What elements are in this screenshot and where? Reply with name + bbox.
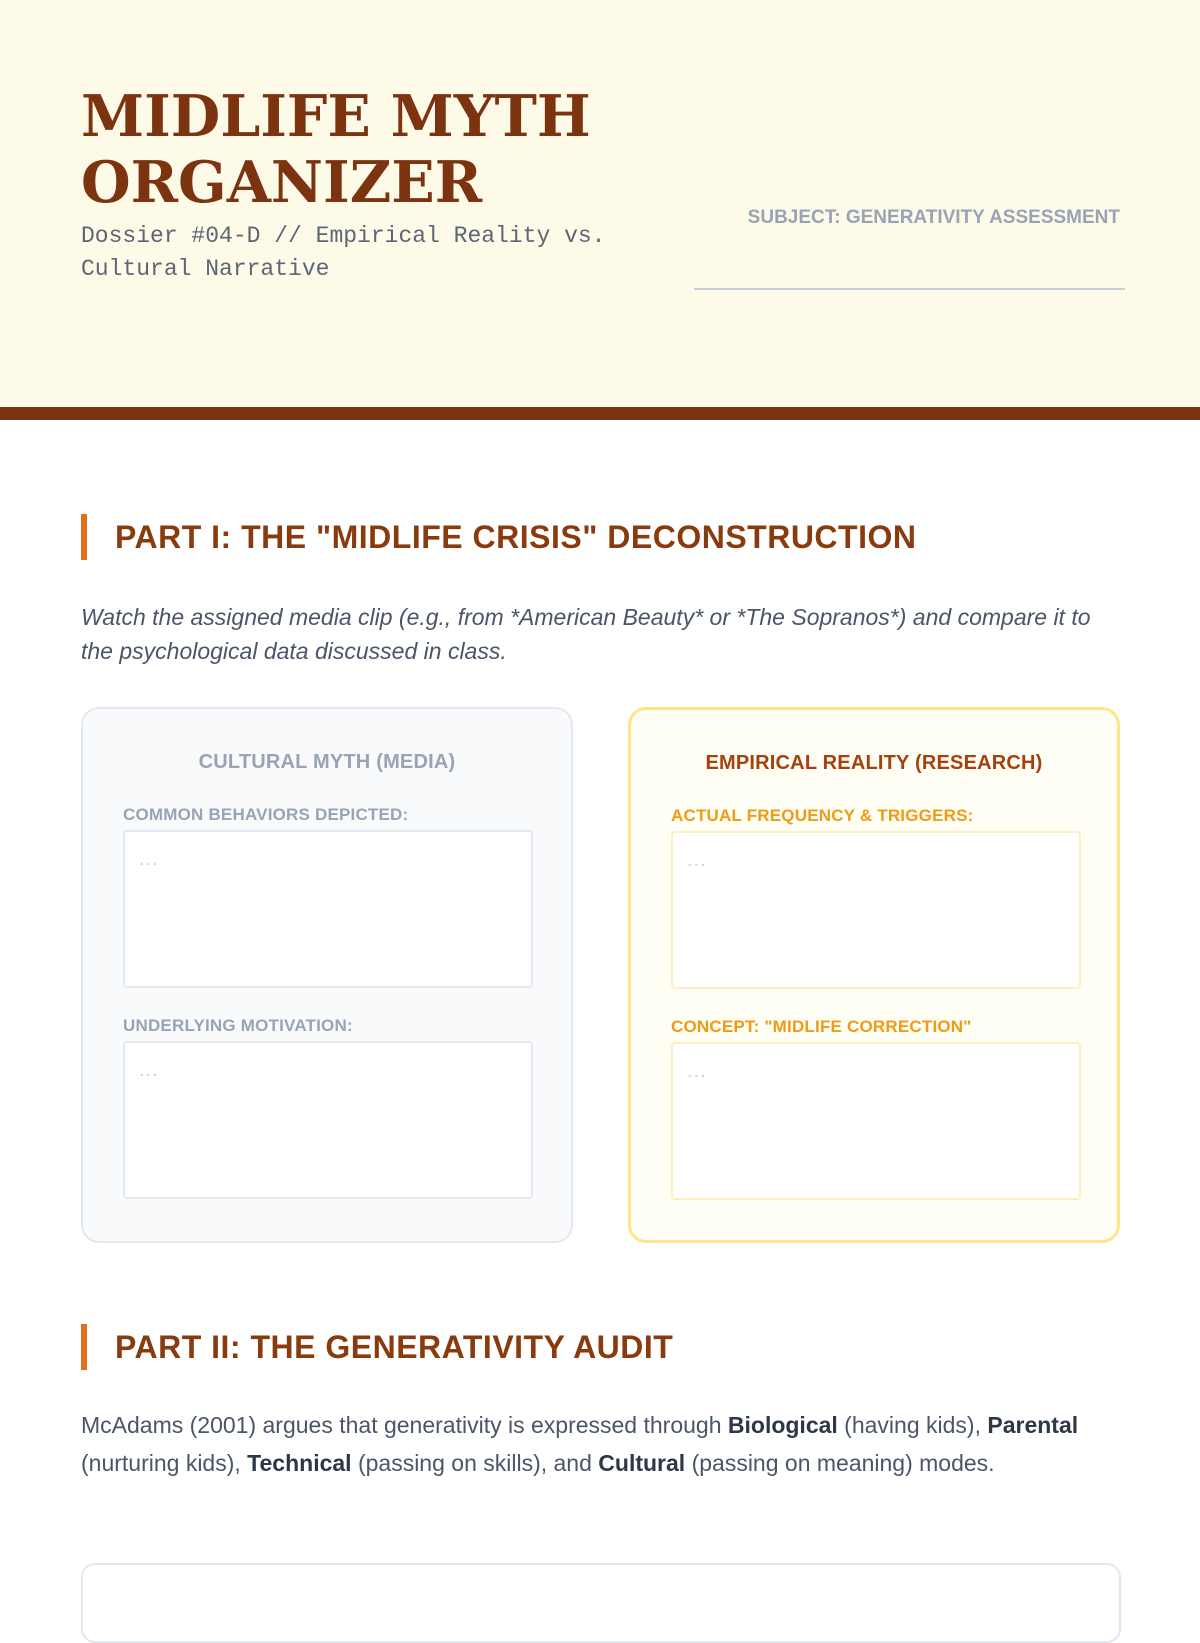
midlife-correction-placeholder: ... bbox=[687, 1060, 707, 1082]
dossier-header bbox=[0, 0, 1200, 420]
title-line-2: ORGANIZER bbox=[81, 149, 483, 216]
mode-parental-desc: (nurturing kids), bbox=[81, 1450, 248, 1476]
common-behaviors-field[interactable] bbox=[123, 830, 533, 988]
actual-frequency-placeholder: ... bbox=[687, 849, 707, 871]
mode-technical: Technical bbox=[247, 1450, 352, 1476]
actual-frequency-label: ACTUAL FREQUENCY & TRIGGERS: bbox=[671, 806, 974, 825]
generativity-description bbox=[81, 1406, 1141, 1482]
mode-biological-desc: (having kids), bbox=[837, 1412, 988, 1438]
mode-technical-desc: (passing on skills), and bbox=[351, 1450, 599, 1476]
page-title bbox=[81, 84, 641, 216]
mode-parental: Parental bbox=[987, 1412, 1079, 1438]
cultural-myth-card bbox=[81, 707, 573, 1243]
dossier-subtitle: Dossier #04-D // Empirical Reality vs. Cultural Narrative bbox=[81, 223, 606, 282]
subject-input[interactable] bbox=[694, 285, 1125, 290]
empirical-reality-card bbox=[628, 707, 1120, 1243]
title-line-1: MIDLIFE MYTH bbox=[81, 83, 591, 150]
actual-frequency-field[interactable] bbox=[671, 831, 1081, 989]
underlying-motivation-placeholder: ... bbox=[139, 1059, 159, 1081]
underlying-motivation-field[interactable] bbox=[123, 1041, 533, 1199]
generativity-intro: McAdams (2001) argues that generativity is expressed through bbox=[81, 1412, 728, 1438]
mode-cultural-desc: (passing on meaning) modes. bbox=[685, 1450, 995, 1476]
mode-cultural: Cultural bbox=[598, 1450, 686, 1476]
common-behaviors-label: COMMON BEHAVIORS DEPICTED: bbox=[123, 805, 409, 824]
part-2-heading: PART II: THE GENERATIVITY AUDIT bbox=[81, 1324, 673, 1370]
cultural-myth-title: CULTURAL MYTH (MEDIA) bbox=[198, 751, 456, 773]
part-1-instructions: Watch the assigned media clip (e.g., from *American Beauty* or *The Sopranos*) and compare it to the psychological data discussed in class. bbox=[81, 604, 1091, 664]
generativity-audit-card bbox=[81, 1563, 1121, 1643]
part-1-heading: PART I: THE "MIDLIFE CRISIS" DECONSTRUCTION bbox=[81, 514, 916, 560]
underlying-motivation-label: UNDERLYING MOTIVATION: bbox=[123, 1016, 353, 1035]
empirical-reality-title: EMPIRICAL REALITY (RESEARCH) bbox=[705, 752, 1043, 774]
common-behaviors-placeholder: ... bbox=[139, 848, 159, 870]
mode-biological: Biological bbox=[727, 1412, 838, 1438]
midlife-correction-field[interactable] bbox=[671, 1042, 1081, 1200]
midlife-correction-label: CONCEPT: "MIDLIFE CORRECTION" bbox=[671, 1017, 972, 1036]
subject-label: SUBJECT: GENERATIVITY ASSESSMENT bbox=[747, 207, 1120, 228]
